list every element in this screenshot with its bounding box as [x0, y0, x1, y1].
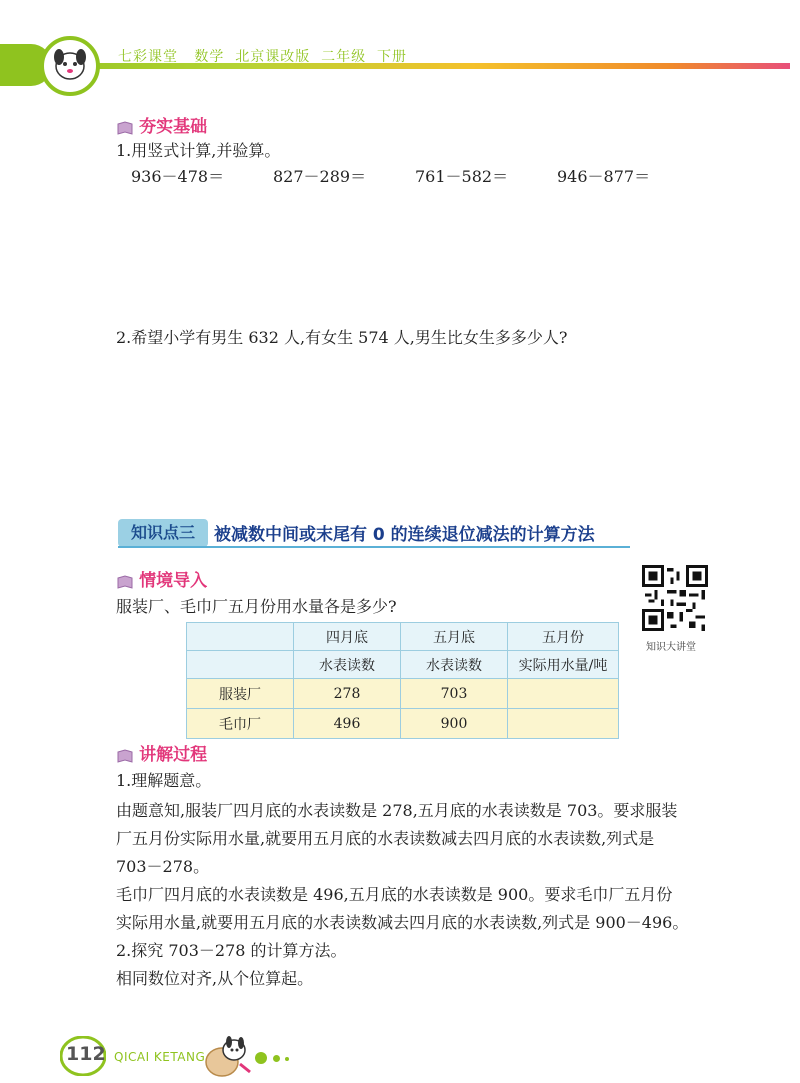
table-row	[187, 679, 619, 709]
section-intro-title: 情境导入	[139, 571, 208, 591]
footer-brand: QICAI KETANG	[114, 1050, 206, 1064]
question-1: 1.用竖式计算,并验算。	[116, 141, 281, 160]
water-table	[186, 622, 619, 739]
explain-step-1: 1.理解题意。	[116, 771, 212, 790]
footer-dot	[255, 1052, 267, 1064]
explain-para2-line2: 实际用水量,就要用五月底的水表读数减去四月底的水表读数,列式是 900－496。	[116, 913, 689, 932]
knowledge-point-tag: 知识点三	[118, 519, 208, 547]
book-icon	[116, 574, 134, 590]
knowledge-point-title: 被减数中间或末尾有 0 的连续退位减法的计算方法	[214, 525, 595, 545]
explain-para1-line3: 703－278。	[116, 857, 210, 876]
table-header-cell	[187, 623, 294, 651]
expression-4: 946－877＝	[557, 167, 651, 186]
expression-3: 761－582＝	[415, 167, 509, 186]
mascot-circle	[40, 36, 100, 96]
explain-para2-line1: 毛巾厂四月底的水表读数是 496,五月底的水表读数是 900。要求毛巾厂五月份	[116, 885, 673, 904]
table-cell: 496	[294, 709, 401, 739]
section-basics-title: 夯实基础	[139, 117, 208, 137]
table-cell: 703	[401, 679, 508, 709]
page-number: 112	[66, 1043, 106, 1065]
table-cell[interactable]	[508, 709, 619, 739]
table-cell: 服装厂	[187, 679, 294, 709]
expression-2: 827－289＝	[273, 167, 367, 186]
footer-mascot-icon	[200, 1030, 256, 1080]
explain-step-2-text: 相同数位对齐,从个位算起。	[116, 969, 314, 988]
explain-para1-line1: 由题意知,服装厂四月底的水表读数是 278,五月底的水表读数是 703。要求服装	[116, 801, 678, 820]
table-header-cell	[187, 651, 294, 679]
table-header-cell: 水表读数	[401, 651, 508, 679]
table-header-row	[187, 623, 619, 651]
book-icon	[116, 748, 134, 764]
table-row	[187, 709, 619, 739]
qr-code-icon[interactable]	[642, 565, 708, 631]
header-title: 七彩课堂 数学 北京课改版 二年级 下册	[118, 49, 408, 65]
section-intro-heading	[116, 566, 207, 591]
section-explain-title: 讲解过程	[139, 745, 208, 765]
intro-question: 服装厂、毛巾厂五月份用水量各是多少?	[116, 597, 397, 616]
table-header-row	[187, 651, 619, 679]
section-basics-heading	[116, 112, 207, 137]
table-cell: 900	[401, 709, 508, 739]
table-cell[interactable]	[508, 679, 619, 709]
table-header-cell: 实际用水量/吨	[508, 651, 619, 679]
table-header-cell: 水表读数	[294, 651, 401, 679]
explain-para1-line2: 厂五月份实际用水量,就要用五月底的水表读数减去四月底的水表读数,列式是	[116, 829, 655, 848]
footer-dot	[285, 1057, 289, 1061]
qr-label: 知识大讲堂	[646, 642, 696, 653]
table-cell: 毛巾厂	[187, 709, 294, 739]
table-cell: 278	[294, 679, 401, 709]
question-2: 2.希望小学有男生 632 人,有女生 574 人,男生比女生多多少人?	[116, 328, 568, 347]
expression-1: 936－478＝	[131, 167, 225, 186]
table-header-cell: 五月底	[401, 623, 508, 651]
mascot-icon	[44, 40, 96, 92]
table-header-cell: 五月份	[508, 623, 619, 651]
knowledge-point-underline	[118, 546, 630, 548]
section-explain-heading	[116, 740, 207, 765]
footer-dot	[273, 1055, 280, 1062]
explain-step-2: 2.探究 703－278 的计算方法。	[116, 941, 347, 960]
table-header-cell: 四月底	[294, 623, 401, 651]
book-icon	[116, 120, 134, 136]
